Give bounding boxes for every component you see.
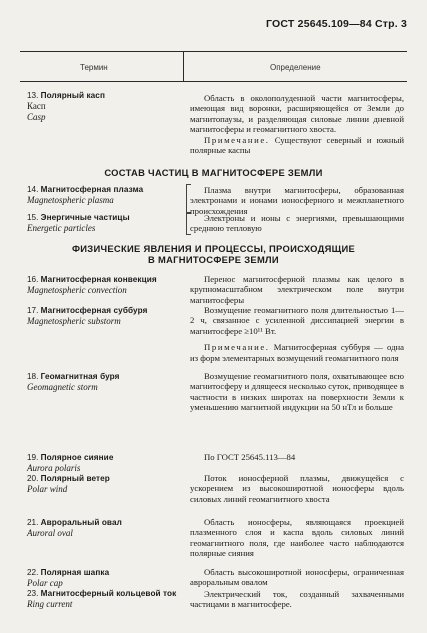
table-top-rule <box>20 51 407 52</box>
table-header-rule <box>20 81 407 82</box>
term-name: Магнитосферная плазма <box>40 185 144 194</box>
term-name: Полярная шапка <box>40 568 110 577</box>
section-title-particles: СОСТАВ ЧАСТИЦ В МАГНИТОСФЕРЕ ЗЕМЛИ <box>104 167 323 178</box>
term-name: Полярный касп <box>40 91 105 100</box>
term-name: Авроральный овал <box>40 518 122 527</box>
term-english: Polar cap <box>27 578 63 589</box>
term-name: Магнитосферный кольцевой ток <box>40 589 177 598</box>
definition-13: Область в околополуденной части магнитосферы, имеющая вид воронки, расширяющейся от Земли до магнитопаузы, и разделяющая силовые линии дневной магнитосферы и геомагнитного хвоста. Примечание. Существуют северный и южный полярные каспы <box>190 93 405 156</box>
term-name: Геомагнитная буря <box>40 372 120 381</box>
definition-22: Область высокоширотной ионосферы, ограниченная авроральным овалом <box>190 567 404 588</box>
term-english: Magnetospheric convection <box>27 285 127 296</box>
term-name: Магнитосферная суббуря <box>40 306 148 315</box>
definition-21: Область ионосферы, являющаяся проекцией плазменного слоя и каспа вдоль силовых линий геомагнитного поля, где наиболее часто наблюдаются полярные сияния <box>190 517 404 559</box>
term-name: Энергичные частицы <box>40 213 130 222</box>
term-20: 20. Полярный ветер Polar wind <box>27 473 187 495</box>
term-23: 23. Магнитосферный кольцевой ток Ring current <box>27 588 187 610</box>
note-label: Примечание. <box>204 134 270 145</box>
term-english: Magnetospheric plasma <box>27 195 114 206</box>
column-separator <box>183 52 184 81</box>
term-name: Полярное сияние <box>40 453 114 462</box>
term-english: Aurora polaris <box>27 463 81 474</box>
term-english: Polar wind <box>27 484 68 495</box>
term-english: Energetic particles <box>27 223 96 234</box>
page-header: ГОСТ 25645.109—84 Стр. 3 <box>266 18 407 30</box>
definition-17: Возмущение геомагнитного поля длительностью 1—2 ч, связанное с усиленной диссипацией энергии в магнитосфере ≥10¹¹ Вт. Примечание. Магнитосферная суббуря — одна из форм элементарных возмущений геомагнитного поля <box>190 305 404 363</box>
definition-14: Плазма внутри магнитосферы, образованная электронами и ионами ионосферного и межпланетного происхождения <box>190 185 404 216</box>
definition-16: Перенос магнитосферной плазмы как целого в крупномасштабном электрическом поле внутри магнитосферы <box>190 274 404 305</box>
term-english: Geomagnetic storm <box>27 382 98 393</box>
term-18: 18. Геомагнитная буря Geomagnetic storm <box>27 371 187 393</box>
definition-20: Поток ионосферной плазмы, движущейся с ускорением из высокоширотной ионосферы вдоль силовых линий геомагнитного хвоста <box>190 473 404 504</box>
definition-19: По ГОСТ 25645.113—84 <box>204 452 296 462</box>
term-english: Casp <box>27 111 46 122</box>
term-16: 16. Магнитосферная конвекция Magnetospheric convection <box>27 274 187 296</box>
term-17: 17. Магнитосферная суббуря Magnetospheric substorm <box>27 305 187 327</box>
term-19: 19. Полярное сияние Aurora polaris <box>27 452 187 474</box>
term-english: Magnetospheric substorm <box>27 316 121 327</box>
term-english: Ring current <box>27 599 73 610</box>
definition-15: Электроны и ионы с энергиями, превышающими среднюю тепловую <box>190 213 404 234</box>
term-13: 13. Полярный касп Касп Casp <box>27 90 187 122</box>
term-14: 14. Магнитосферная плазма Magnetospheric plasma <box>27 184 187 206</box>
term-synonym: Касп <box>27 101 46 112</box>
term-15: 15. Энергичные частицы Energetic particles <box>27 212 187 234</box>
section-title-phenomena: ФИЗИЧЕСКИЕ ЯВЛЕНИЯ И ПРОЦЕССЫ, ПРОИСХОДЯЩИЕ В МАГНИТОСФЕРЕ ЗЕМЛИ <box>71 243 356 265</box>
definition-18: Возмущение геомагнитного поля, охватывающее всю магнитосферу и длящееся несколько суток, приводящее в частности в низких широтах на поверхности Земли к уменьшению магнитной индукции на 50 нТл и больше <box>190 371 404 413</box>
note-label: Примечание. <box>204 342 270 353</box>
term-english: Auroral oval <box>27 528 73 539</box>
term-name: Магнитосферная конвекция <box>40 275 157 284</box>
definition-23: Электрический ток, созданный захваченными частицами в магнитосфере. <box>190 589 404 610</box>
term-name: Полярный ветер <box>40 474 110 483</box>
term-22: 22. Полярная шапка Polar cap <box>27 567 187 589</box>
term-21: 21. Авроральный овал Auroral oval <box>27 517 187 539</box>
column-header-definition: Определение <box>270 63 321 72</box>
column-header-term: Термин <box>80 63 108 72</box>
